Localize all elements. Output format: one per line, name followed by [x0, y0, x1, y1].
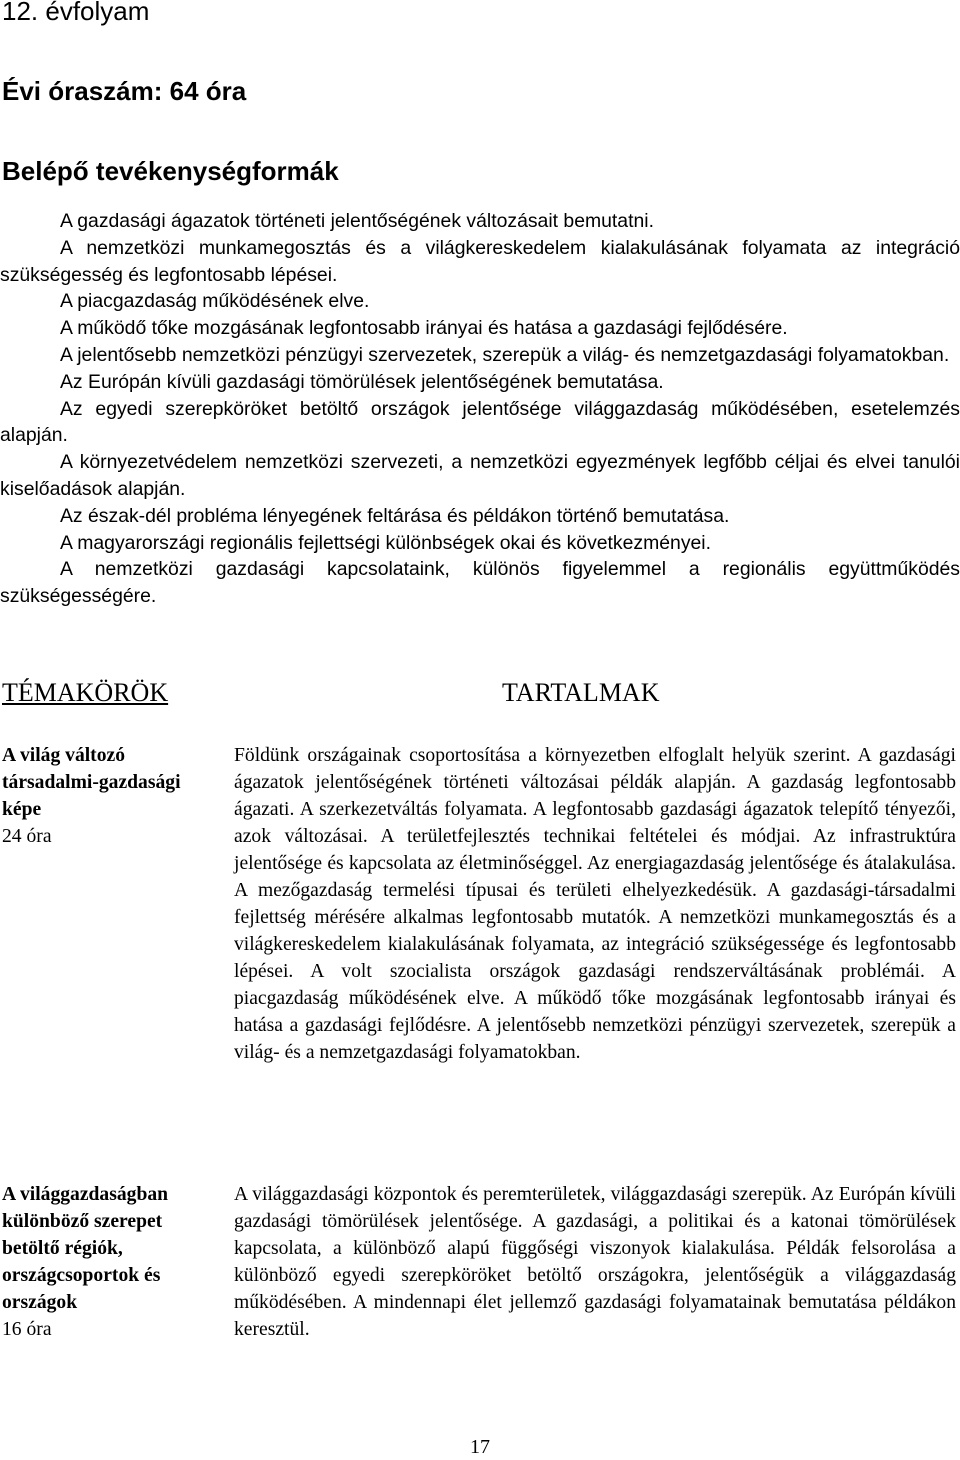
intro-paragraph: A magyarországi regionális fejlettségi különbségek okai és következményei. — [60, 531, 712, 554]
grade-heading: 12. évfolyam — [2, 0, 150, 26]
contents-heading: TARTALMAK — [502, 678, 660, 707]
intro-paragraph: A nemzetközi munkamegosztás és a világkereskedelem kialakulásának folyamata az integráció szükségesség és legfontosabb lépései. — [0, 236, 960, 286]
page-number: 17 — [470, 1436, 490, 1458]
topic-title: A világgazdaságban különböző szerepet betöltő régiók, országcsoportok és országok — [2, 1184, 169, 1313]
intro-paragraph: A piacgazdaság működésének elve. — [60, 290, 370, 313]
intro-paragraph: A gazdasági ágazatok történeti jelentőségének változásait bemutatni. — [60, 210, 654, 232]
intro-paragraph: A jelentősebb nemzetközi pénzügyi szervezetek, szerepük a világ- és nemzetgazdasági folyamatokban. — [60, 343, 950, 366]
topics-heading: TÉMAKÖRÖK — [2, 678, 169, 707]
topic-content: Földünk országainak csoportosítása a környezetben elfoglalt helyük szerint. A gazdasági ágazatok jelentőségének történeti változásai példák alapján. A gazdaság legfontosabb ágazati. A szerkezetváltás folyamata. A legfontosabb gazdasági ágazatok telepítő tényezői, azok változásai. A területfejlesztés technikai feltételei és módjai. Az infrastruktúra jelentősége és kapcsolata az életminőséggel. Az energiagazdaság jelentősége és átalakulása. A mezőgazdaság termelési típusai és területi elhelyezkedésük. A gazdasági-társadalmi fejlettség mérésére alkalmas legfontosabb mutatók. A nemzetközi munkamegosztás és a világkereskedelem kialakulásának folyamata, az integráció szükségessége és legfontosabb lépései. A volt szocialista országok gazdasági rendszerváltásának problémái. A piacgazdaság működésének elve. A működő tőke mozgásának legfontosabb irányai és hatása a gazdasági fejlődésre. A jelentősebb nemzetközi pénzügyi szervezetek, szerepük a világ- és a nemzetgazdasági folyamatokban. — [234, 745, 956, 1063]
topic-content: A világgazdasági központok és peremterületek, világgazdasági szerepük. Az Európán kívüli gazdasági tömörülések jelentősége. A gazdasági, a politikai és a katonai tömörülések kapcsolata, a különböző alapú függőségi viszonyok kialakulása. Példák felsorolása a különböző egyedi szerepköröket betöltő országokra, jelentőségük a világgazdaság működésében. A mindennapi élet jellemző gazdasági folyamatainak bemutatása példákon keresztül. — [234, 1184, 956, 1340]
topic-hours: 24 óra — [2, 826, 52, 847]
entry-activities-heading: Belépő tevékenységformák — [2, 156, 339, 186]
intro-paragraph: Az egyedi szerepköröket betöltő országok jelentősége világgazdaság működésében, esetelemzés alapján. — [0, 397, 960, 447]
topic-title: A világ változó társadalmi-gazdasági képe — [2, 745, 181, 820]
topic-hours: 16 óra — [2, 1319, 52, 1340]
intro-paragraph: A működő tőke mozgásának legfontosabb irányai és hatása a gazdasági fejlődésére. — [60, 317, 788, 340]
annual-hours-heading: Évi óraszám: 64 óra — [2, 76, 247, 106]
intro-paragraph: Az észak-dél probléma lényegének feltárása és példákon történő bemutatása. — [60, 504, 730, 527]
intro-paragraph: Az Európán kívüli gazdasági tömörülések jelentőségének bemutatása. — [60, 370, 664, 393]
intro-paragraph: A környezetvédelem nemzetközi szervezeti, a nemzetközi egyezmények legfőbb céljai és elvei tanulói kiselőadások alapján. — [0, 451, 960, 500]
intro-paragraph: A nemzetközi gazdasági kapcsolataink, különös figyelemmel a regionális együttműködés szükségességére. — [0, 558, 960, 608]
topic-label — [2, 1181, 220, 1343]
intro-section — [0, 208, 960, 610]
topic-label — [2, 742, 220, 850]
